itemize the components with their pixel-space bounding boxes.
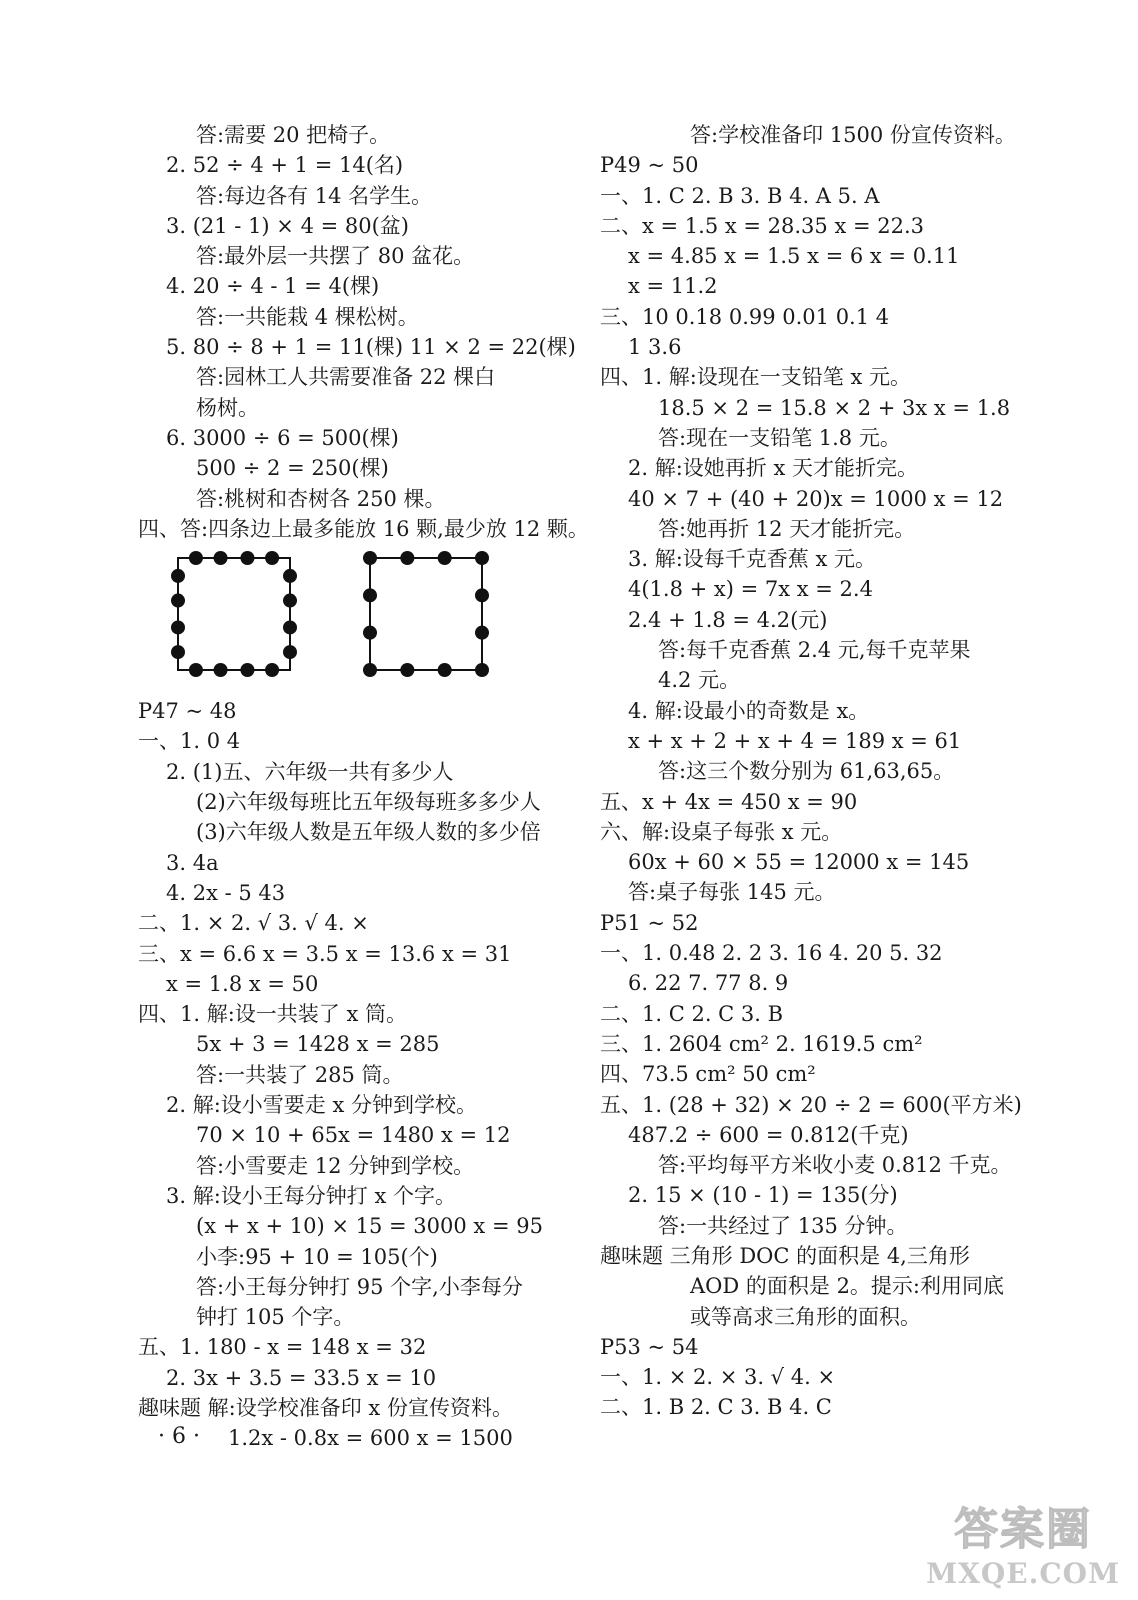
bead bbox=[363, 663, 377, 677]
answer-line: 三、10 0.18 0.99 0.01 0.1 4 bbox=[600, 304, 890, 329]
bead bbox=[438, 551, 452, 565]
bead bbox=[283, 645, 297, 659]
answer-line: 一、1. C 2. B 3. B 4. A 5. A bbox=[600, 183, 880, 208]
answer-line: (3)六年级人数是五年级人数的多少倍 bbox=[196, 820, 541, 845]
answer-line: 2. 3x + 3.5 = 33.5 x = 10 bbox=[166, 1365, 437, 1390]
answer-line: 答:桃树和杏树各 250 棵。 bbox=[196, 486, 446, 511]
answer-line: 2. (1)五、六年级一共有多少人 bbox=[166, 759, 454, 784]
answer-line: 4. 解:设最小的奇数是 x。 bbox=[628, 698, 870, 723]
answer-line: 答:这三个数分别为 61,63,65。 bbox=[658, 759, 955, 784]
answer-line: 钟打 105 个字。 bbox=[196, 1305, 355, 1330]
answer-line: 2.4 + 1.8 = 4.2(元) bbox=[628, 607, 828, 632]
bead-squares-figure bbox=[138, 550, 578, 692]
answer-line: 三、x = 6.6 x = 3.5 x = 13.6 x = 31 bbox=[138, 941, 512, 966]
watermark-url: MXQE.COM bbox=[926, 1557, 1120, 1590]
bead bbox=[214, 663, 228, 677]
left-column bbox=[138, 120, 589, 1454]
answer-line: 一、1. 0 4 bbox=[138, 729, 241, 754]
bead bbox=[189, 663, 203, 677]
answer-line: 趣味题 三角形 DOC 的面积是 4,三角形 bbox=[600, 1243, 970, 1268]
page-number: · 6 · bbox=[158, 1424, 200, 1449]
bead bbox=[438, 663, 452, 677]
bead bbox=[265, 663, 279, 677]
answer-line: 4.2 元。 bbox=[658, 668, 741, 693]
answer-line: (x + x + 10) × 15 = 3000 x = 95 bbox=[196, 1214, 543, 1239]
answer-line: x = 1.8 x = 50 bbox=[166, 971, 319, 996]
answer-line: 或等高求三角形的面积。 bbox=[690, 1304, 921, 1329]
answer-line: 5x + 3 = 1428 x = 285 bbox=[196, 1032, 440, 1057]
bead bbox=[171, 621, 185, 635]
bead bbox=[363, 588, 377, 602]
answer-line: 二、1. × 2. √ 3. √ 4. × bbox=[138, 911, 369, 936]
answer-line: 答:学校准备印 1500 份宣传资料。 bbox=[690, 123, 1016, 147]
answer-line: P47 ~ 48 bbox=[138, 699, 237, 724]
answer-line: 60x + 60 × 55 = 12000 x = 145 bbox=[628, 850, 970, 875]
answer-line: 3. 4a bbox=[166, 850, 219, 875]
answer-line: 答:每边各有 14 名学生。 bbox=[196, 183, 433, 208]
bead bbox=[475, 663, 489, 677]
answer-line: P51 ~ 52 bbox=[600, 910, 699, 935]
watermark-logo-text: 答案圈 bbox=[954, 1504, 1093, 1555]
answer-line: 答:一共能栽 4 棵松树。 bbox=[196, 304, 419, 329]
answer-line: 二、1. C 2. C 3. B bbox=[600, 1001, 784, 1026]
answer-line: 4. 20 ÷ 4 - 1 = 4(棵) bbox=[166, 274, 380, 299]
answer-line: 二、x = 1.5 x = 28.35 x = 22.3 bbox=[600, 213, 924, 238]
bead bbox=[283, 621, 297, 635]
bead bbox=[240, 663, 254, 677]
square-outline bbox=[370, 558, 482, 670]
bead bbox=[214, 551, 228, 565]
answer-line: 答:她再折 12 天才能折完。 bbox=[658, 516, 916, 541]
answer-line: 6. 22 7. 77 8. 9 bbox=[628, 971, 789, 996]
answer-line: 答:小雪要走 12 分钟到学校。 bbox=[196, 1153, 475, 1178]
answer-line: 五、1. 180 - x = 148 x = 32 bbox=[138, 1335, 427, 1360]
bead bbox=[283, 594, 297, 608]
bead bbox=[475, 551, 489, 565]
square-min-beads bbox=[363, 551, 489, 677]
bead bbox=[475, 626, 489, 640]
answer-line: 4(1.8 + x) = 7x x = 2.4 bbox=[628, 577, 873, 602]
answer-line: 六、解:设桌子每张 x 元。 bbox=[600, 819, 843, 844]
answer-line: 小李:95 + 10 = 105(个) bbox=[196, 1244, 438, 1269]
left-lines-top bbox=[138, 120, 589, 544]
answer-line: 5. 80 ÷ 8 + 1 = 11(棵) 11 × 2 = 22(棵) bbox=[166, 335, 576, 360]
answer-line: 答:最外层一共摆了 80 盆花。 bbox=[196, 244, 475, 269]
answer-line: 2. 15 × (10 - 1) = 135(分) bbox=[628, 1183, 898, 1208]
bead bbox=[475, 588, 489, 602]
answer-line: P49 ~ 50 bbox=[600, 153, 699, 178]
answer-line: 487.2 ÷ 600 = 0.812(千克) bbox=[628, 1122, 909, 1147]
answer-line: 2. 解:设她再折 x 天才能折完。 bbox=[628, 456, 918, 481]
answer-line: 杨树。 bbox=[196, 395, 259, 420]
answer-line: x + x + 2 + x + 4 = 189 x = 61 bbox=[628, 728, 962, 753]
left-lines-bottom bbox=[138, 696, 578, 1453]
answer-line: 3. 解:设每千克香蕉 x 元。 bbox=[628, 547, 876, 572]
answer-line: 1 3.6 bbox=[628, 335, 682, 360]
answer-line: 2. 52 ÷ 4 + 1 = 14(名) bbox=[166, 153, 404, 178]
answer-line: 3. 解:设小王每分钟打 x 个字。 bbox=[166, 1183, 456, 1208]
answer-line: 五、1. (28 + 32) × 20 ÷ 2 = 600(平方米) bbox=[600, 1092, 1022, 1117]
bead-squares-svg bbox=[168, 550, 508, 692]
answer-line: 2. 解:设小雪要走 x 分钟到学校。 bbox=[166, 1093, 477, 1118]
answer-line: 一、1. 0.48 2. 2 3. 16 4. 20 5. 32 bbox=[600, 941, 943, 966]
answer-line: 五、x + 4x = 450 x = 90 bbox=[600, 789, 858, 814]
answer-line: 答:一共经过了 135 分钟。 bbox=[658, 1213, 908, 1238]
answer-line: x = 4.85 x = 1.5 x = 6 x = 0.11 bbox=[628, 244, 960, 269]
answer-line: P53 ~ 54 bbox=[600, 1334, 699, 1359]
bead bbox=[400, 551, 414, 565]
answer-line: 四、73.5 cm² 50 cm² bbox=[600, 1062, 816, 1087]
answer-line: 1.2x - 0.8x = 600 x = 1500 bbox=[228, 1426, 513, 1451]
answer-line: 四、答:四条边上最多能放 16 颗,最少放 12 颗。 bbox=[138, 516, 589, 541]
answer-line: 500 ÷ 2 = 250(棵) bbox=[196, 456, 389, 481]
bead bbox=[283, 569, 297, 583]
bead bbox=[189, 551, 203, 565]
square-max-beads bbox=[171, 551, 297, 677]
bead bbox=[265, 551, 279, 565]
answer-line: 3. (21 - 1) × 4 = 80(盆) bbox=[166, 213, 409, 238]
watermark bbox=[926, 1493, 1120, 1590]
answer-line: (2)六年级每班比五年级每班多多少人 bbox=[196, 790, 541, 815]
answer-line: 答:需要 20 把椅子。 bbox=[196, 123, 391, 147]
answer-line: x = 11.2 bbox=[628, 274, 718, 299]
answer-line: AOD 的面积是 2。提示:利用同底 bbox=[690, 1274, 1005, 1299]
bead bbox=[363, 626, 377, 640]
answer-line: 答:现在一支铅笔 1.8 元。 bbox=[658, 425, 901, 450]
answer-line: 二、1. B 2. C 3. B 4. C bbox=[600, 1395, 832, 1420]
square-outline bbox=[178, 558, 290, 670]
bead bbox=[171, 645, 185, 659]
answer-line: 一、1. × 2. × 3. √ 4. × bbox=[600, 1365, 836, 1390]
answer-line: 答:小王每分钟打 95 个字,小李每分 bbox=[196, 1274, 523, 1299]
bead bbox=[363, 551, 377, 565]
answer-line: 答:平均每平方米收小麦 0.812 千克。 bbox=[658, 1153, 1012, 1178]
answer-line: 答:园林工人共需要准备 22 棵白 bbox=[196, 365, 496, 390]
answer-line: 70 × 10 + 65x = 1480 x = 12 bbox=[196, 1123, 511, 1148]
answer-line: 三、1. 2604 cm² 2. 1619.5 cm² bbox=[600, 1031, 923, 1056]
answer-line: 答:一共装了 285 筒。 bbox=[196, 1062, 404, 1087]
answer-line: 6. 3000 ÷ 6 = 500(棵) bbox=[166, 425, 399, 450]
answer-line: 40 × 7 + (40 + 20)x = 1000 x = 12 bbox=[628, 486, 1004, 511]
right-column bbox=[600, 120, 1050, 1423]
bead bbox=[171, 569, 185, 583]
answer-line: 4. 2x - 5 43 bbox=[166, 880, 286, 905]
answer-line: 答:每千克香蕉 2.4 元,每千克苹果 bbox=[658, 638, 971, 663]
answer-line: 四、1. 解:设一共装了 x 筒。 bbox=[138, 1002, 407, 1027]
answer-line: 答:桌子每张 145 元。 bbox=[628, 880, 836, 905]
bead bbox=[240, 551, 254, 565]
bead bbox=[400, 663, 414, 677]
answer-line: 四、1. 解:设现在一支铅笔 x 元。 bbox=[600, 365, 911, 390]
bead bbox=[171, 594, 185, 608]
answer-line: 趣味题 解:设学校准备印 x 份宣传资料。 bbox=[138, 1395, 513, 1420]
answer-line: 18.5 × 2 = 15.8 × 2 + 3x x = 1.8 bbox=[658, 395, 1011, 420]
